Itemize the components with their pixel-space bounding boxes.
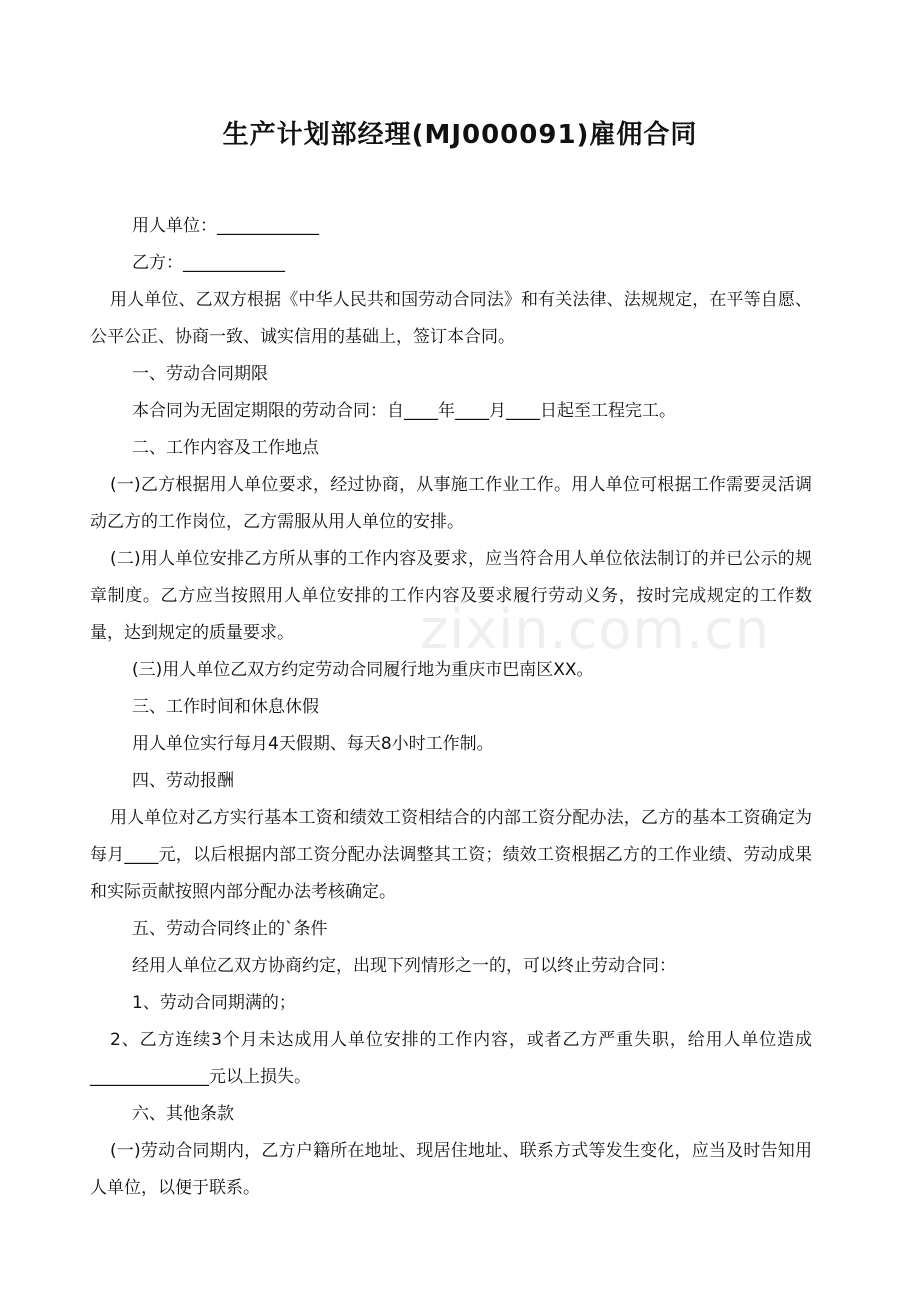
page-title: 生产计划部经理(MJ000091)雇佣合同 <box>222 120 698 150</box>
work-content-paragraph-2: (二)用人单位安排乙方所从事的工作内容及要求，应当符合用人单位依法制订的并已公示的规章制度。乙方应当按照用人单位安排的工作内容及要求履行劳动义务，按时完成规定的工作数量，达到规定的质量要求。 <box>90 549 812 643</box>
section-heading-pay: 四、劳动报酬 <box>132 771 234 791</box>
termination-item-1: 1、劳动合同期满的； <box>132 993 296 1013</box>
termination-item-2: 2、乙方连续3个月未达成用人单位安排的工作内容，或者乙方严重失职，给用人单位造成______________元以上损失。 <box>90 1030 812 1087</box>
other-terms-paragraph: (一)劳动合同期内，乙方户籍所在地址、现居住地址、联系方式等发生变化，应当及时告知用人单位，以便于联系。 <box>90 1141 812 1198</box>
section-heading-work: 二、工作内容及工作地点 <box>132 438 319 458</box>
work-location-paragraph: (三)用人单位乙双方约定劳动合同履行地为重庆市巴南区XX。 <box>132 660 594 680</box>
contract-term-paragraph: 本合同为无固定期限的劳动合同：自____年____月____日起至工程完工。 <box>132 401 676 421</box>
section-heading-termination: 五、劳动合同终止的`条件 <box>132 919 328 939</box>
section-heading-term: 一、劳动合同期限 <box>132 364 268 384</box>
work-hours-paragraph: 用人单位实行每月4天假期、每天8小时工作制。 <box>132 734 494 754</box>
preamble-paragraph: 用人单位、乙双方根据《中华人民共和国劳动合同法》和有关法律、法规规定，在平等自愿、公平公正、协商一致、诚实信用的基础上，签订本合同。 <box>90 290 812 347</box>
pay-paragraph: 用人单位对乙方实行基本工资和绩效工资相结合的内部工资分配办法，乙方的基本工资确定为每月____元，以后根据内部工资分配办法调整其工资；绩效工资根据乙方的工作业绩、劳动成果和实际贡献按照内部分配办法考核确定。 <box>90 808 812 902</box>
party-b-line: 乙方：____________ <box>132 253 285 273</box>
watermark: zixin.com.cn <box>420 598 771 661</box>
contract-body <box>90 208 812 1207</box>
termination-intro-paragraph: 经用人单位乙双方协商约定，出现下列情形之一的，可以终止劳动合同： <box>132 956 676 976</box>
section-heading-other: 六、其他条款 <box>132 1104 234 1124</box>
section-heading-hours: 三、工作时间和休息休假 <box>132 697 319 717</box>
employer-line: 用人单位：____________ <box>132 216 319 236</box>
work-content-paragraph-1: (一)乙方根据用人单位要求，经过协商，从事施工作业工作。用人单位可根据工作需要灵活调动乙方的工作岗位，乙方需服从用人单位的安排。 <box>90 475 812 532</box>
